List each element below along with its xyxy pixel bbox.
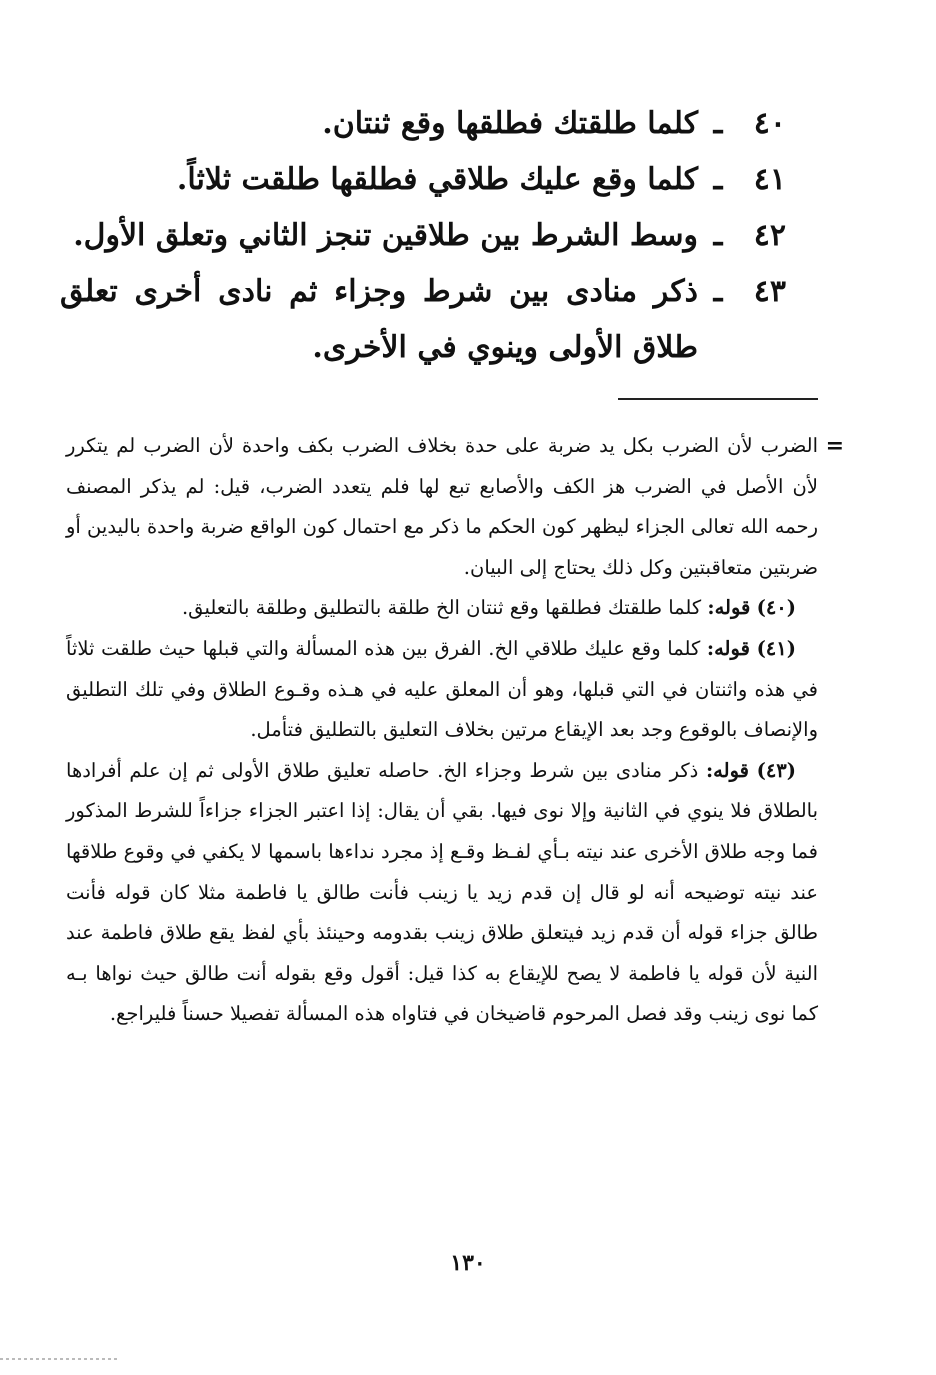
footnote-label: قوله: (706, 636, 750, 660)
rule-dash: ـ (713, 274, 723, 309)
rule-text: كلما طلقتك فطلقها وقع ثنتان. (322, 106, 698, 141)
main-rules-list (60, 96, 786, 376)
rule-text: كلما وقع عليك طلاقي فطلقها طلقت ثلاثاً. (176, 162, 698, 197)
footnotes-section (66, 426, 844, 1035)
footnote-divider (618, 398, 818, 400)
rule-item (60, 264, 786, 376)
footnote-label: قوله: (705, 758, 749, 782)
rule-text: ذكر منادى بين شرط وجزاء ثم نادى أخرى تعلق طلاق الأولى وينوي في الأخرى. (60, 274, 698, 365)
page-number: ١٣٠ (450, 1250, 486, 1276)
footnote-40 (66, 588, 818, 629)
footnote-continuation: الضرب لأن الضرب بكل يد ضربة على حدة بخلاف الضرب بكف واحدة لأن الضرب لم يتكرر لأن الأصل في الضرب هز الكف والأصابع تبع لها فلم يتعدد الضرب، قيل: لم يذكر المصنف رحمه الله تعالى الجزاء ليظهر كون الحكم ما ذكر مع احتمال كون الواقع ضربة واحدة باليدين أو ضربتين متعاقبتين وكل ذلك يحتاج إلى البيان. (66, 434, 818, 579)
footnote-ref: (٤٣) (756, 758, 796, 782)
continuation-mark: = (825, 433, 844, 459)
rule-dash: ـ (713, 106, 723, 141)
rule-item (60, 96, 786, 152)
footnote-text: كلما طلقتك فطلقها وقع ثنتان الخ طلقة بالتطليق وطلقة بالتعليق. (181, 596, 702, 620)
rule-dash: ـ (713, 162, 723, 197)
footnote-label: قوله: (707, 596, 751, 620)
footnote-ref: (٤١) (756, 636, 796, 660)
rule-item (60, 208, 786, 264)
rule-number: ٤٢ (753, 218, 786, 253)
rule-item (60, 152, 786, 208)
rule-text: وسط الشرط بين طلاقين تنجز الثاني وتعلق الأول. (73, 218, 698, 253)
scan-artifact (0, 1358, 120, 1360)
rule-number: ٤٣ (753, 274, 786, 309)
footnote-ref: (٤٠) (756, 596, 796, 620)
footnote-43 (66, 751, 818, 1035)
footnote-41 (66, 629, 818, 751)
footnote-text: كلما وقع عليك طلاقي الخ. الفرق بين هذه المسألة والتي قبلها حيث طلقت ثلاثاً في هذه واثنتان في التي قبلها، وهو أن المعلق عليه في هـذه وقـوع الطلاق وفي تلك التطليق والإنصاف بالوقوع وجد بعد الإيقاع مرتين بخلاف التعليق بالتطليق فتأمل. (66, 636, 818, 742)
rule-dash: ـ (713, 218, 723, 253)
rule-number: ٤١ (753, 162, 786, 197)
footnote-text: ذكر منادى بين شرط وجزاء الخ. حاصله تعليق طلاق الأولى ثم إن علم أفرادها بالطلاق فلا ينوي في الثانية وإلا نوى فيها. بقي أن يقال: إذا اعتبر الجزاء جزاءاً للشرط المذكور فما وجه طلاق الأخرى عند نيته بـأي لفـظ وقـع إذ مجرد نداءها باسمها لا يكفي في وقوع طلاقها عند نيته توضيحه أنه لو قال إن قدم زيد يا زينب فأنت طالق يا فاطمة مثلا كان قوله فأنت طالق جزاء قوله أن قدم زيد فيتعلق طلاق زينب بقدومه وحينئذ بأي لفظ يقع طلاق فاطمة عند النية لأن قوله يا فاطمة لا يصح للإيقاع به كذا قيل: أقول وقع بقوله أنت طالق حيث نواها بـه كما نوى زينب وقد فصل المرحوم قاضيخان في فتاواه هذه المسألة تفصيلا حسناً فليراجع. (66, 758, 818, 1026)
rule-number: ٤٠ (753, 106, 786, 141)
